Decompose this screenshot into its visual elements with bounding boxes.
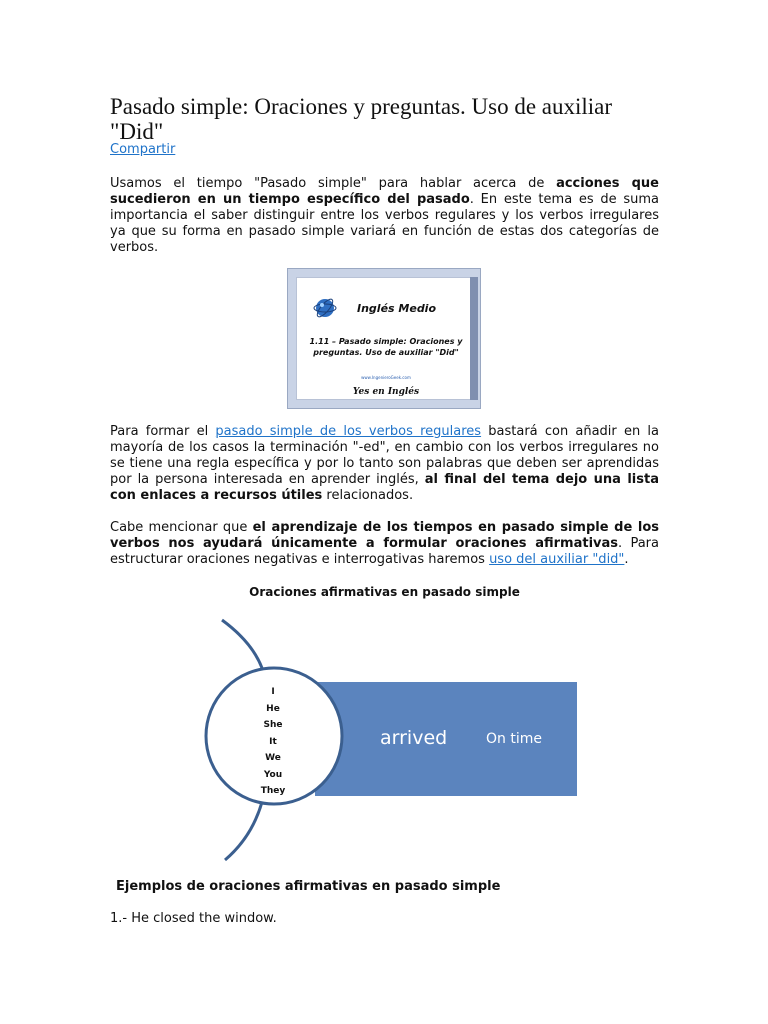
- thumbnail-url: www.IngenieroGeek.com: [361, 375, 411, 380]
- affirmative-section-heading: Oraciones afirmativas en pasado simple: [249, 585, 520, 599]
- pronoun-you: You: [263, 769, 283, 780]
- affirmative-paragraph: [110, 520, 659, 568]
- thumbnail-footer: Yes en Inglés: [352, 387, 420, 397]
- thumbnail-sidebar: [470, 277, 478, 400]
- pronoun-she: She: [263, 720, 283, 730]
- regular-verbs-link[interactable]: pasado simple de los verbos regulares: [215, 424, 482, 439]
- intro-bold-1: acciones que sucedieron en un tiempo específico del pasado: [110, 176, 659, 207]
- thumbnail-subtitle: 1.11 – Pasado simple: Oraciones y preguntas. Uso de auxiliar "Did": [309, 337, 463, 357]
- lesson-thumbnail[interactable]: [287, 268, 481, 409]
- pronoun-i: I: [271, 687, 275, 697]
- diagram-arc-top: [222, 620, 262, 668]
- thumbnail-slide: [296, 277, 471, 400]
- examples-heading: Ejemplos de oraciones afirmativas en pasado simple: [116, 879, 501, 894]
- complement-on-time: On time: [486, 731, 542, 747]
- p2-text-3: relacionados.: [322, 488, 414, 503]
- verb-arrived: arrived: [380, 727, 448, 749]
- pronoun-list: [248, 684, 298, 800]
- intro-paragraph: [110, 176, 659, 256]
- p2-text-1: Para formar el: [110, 424, 216, 439]
- intro-text-1: Usamos el tiempo "Pasado simple" para hablar acerca de: [110, 176, 557, 191]
- p3-bold-1: el aprendizaje de los tiempos en pasado simple de los verbos nos ayudará únicamente a formular oraciones afirmativas: [110, 520, 659, 551]
- pronoun-it: It: [269, 736, 277, 747]
- p3-text-3: .: [624, 552, 629, 567]
- share-link[interactable]: Compartir: [110, 142, 176, 157]
- pronoun-he: He: [266, 703, 280, 714]
- regular-verbs-paragraph: [110, 424, 659, 504]
- globe-logo-icon: [313, 296, 337, 320]
- diagram-arc-bottom: [225, 802, 262, 860]
- pronoun-we: We: [265, 753, 281, 763]
- p2-text-2: bastará con añadir en la mayoría de los casos la terminación "-ed", en cambio con los verbos irregulares no se tiene una regla específica y por lo tanto son palabras que deben ser aprendidas por la persona interesada en aprender inglés,: [110, 424, 659, 487]
- p2-bold-1: al final del tema dejo una lista con enlaces a recursos útiles: [110, 472, 659, 503]
- pronoun-they: They: [260, 786, 286, 796]
- p3-text-2: . Para estructurar oraciones negativas e interrogativas haremos: [110, 536, 659, 567]
- p3-text-1: Cabe mencionar que: [110, 520, 253, 535]
- example-sentence-1: 1.- He closed the window.: [110, 911, 277, 926]
- intro-text-2: . En este tema es de suma importancia el saber distinguir entre los verbos regulares y los verbos irregulares ya que su forma en pasado simple variará en función de estas dos categorías de verbos.: [110, 192, 660, 255]
- page-title: Pasado simple: Oraciones y preguntas. Uso de auxiliar "Did": [110, 94, 613, 144]
- did-auxiliary-link[interactable]: uso del auxiliar "did": [489, 552, 625, 567]
- thumbnail-heading: Inglés Medio: [357, 302, 437, 315]
